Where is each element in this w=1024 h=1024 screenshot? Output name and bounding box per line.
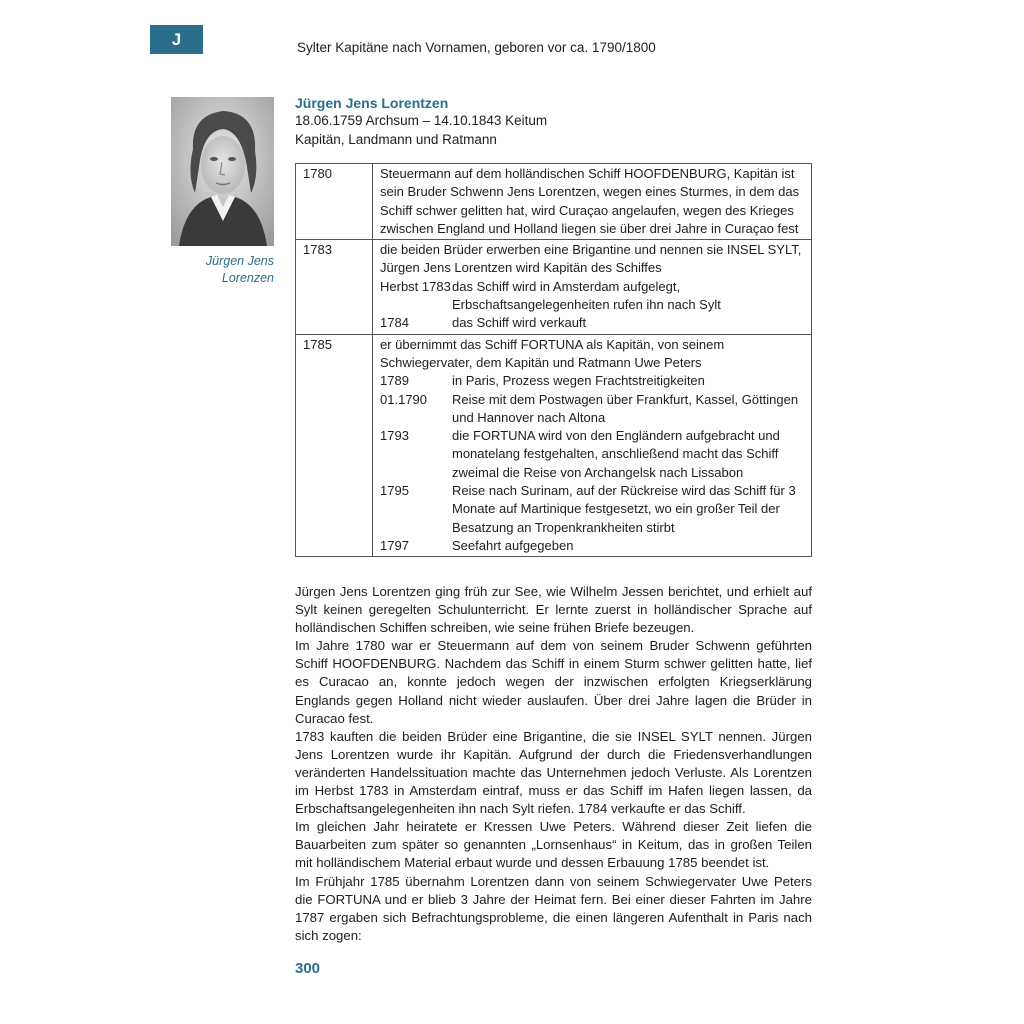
timeline-body xyxy=(296,164,812,557)
timeline-year: 1785 xyxy=(296,334,373,557)
timeline-text: die beiden Brüder erwerben eine Brigantine und nennen sie INSEL SYLT, Jürgen Jens Lorentzen wird Kapitän des Schiffes xyxy=(380,242,802,276)
sub-entry-text: Seefahrt aufgegeben xyxy=(452,537,574,553)
timeline-entry xyxy=(373,334,812,557)
sub-entry-text: die FORTUNA wird von den Engländern aufgebracht und monatelang festgehalten, anschließend macht das Schiff zweimal die Reise von Archangelsk nach Lissabon xyxy=(452,428,780,480)
timeline-sub-entry xyxy=(380,372,805,390)
timeline-sub-entry xyxy=(380,314,805,332)
body-paragraph: Jürgen Jens Lorentzen ging früh zur See, wie Wilhelm Jessen berichtet, und erhielt auf Sylt keinen geregelten Schulunterricht. Er lernte zuerst in holländischer Sprache auf holländischen Schiffen schreiben, wie seine frühen Briefe bezeugen. xyxy=(295,584,812,636)
chapter-tab: J xyxy=(150,25,203,54)
timeline-year: 1783 xyxy=(296,240,373,334)
timeline-text: er übernimmt das Schiff FORTUNA als Kapitän, von seinem Schwiegervater, dem Kapitän und Ratmann Uwe Peters xyxy=(380,336,725,370)
sub-entry-text: das Schiff wird verkauft xyxy=(452,315,587,331)
timeline-sub-entry xyxy=(380,427,805,482)
sub-entry-date: 1797 xyxy=(380,537,409,553)
timeline-text: Steuermann auf dem holländischen Schiff HOOFDENBURG, Kapitän ist sein Bruder Schwenn Jens Lorentzen, wegen eines Sturmes, in dem das Schiff schwer gelitten hat, wird Curaçao angelaufen, wegen des Krieges zwischen England und Holland liegen sie über drei Jahre in Curaçao fest xyxy=(380,166,800,236)
body-paragraph: Im gleichen Jahr heiratete er Kressen Uwe Peters. Während dieser Zeit liefen die Bauarbeiten zum später so genannten „Lornsenhaus“ in Keitum, das in großen Teilen mit holländischem Material erbaut wurde und dessen Erbauung 1785 beendet ist. xyxy=(295,819,812,871)
timeline-sub-entry xyxy=(380,391,805,428)
body-paragraph: 1783 kauften die beiden Brüder eine Brigantine, die sie INSEL SYLT nennen. Jürgen Jens Lorentzen wurde ihr Kapitän. Aufgrund der durch die Friedensverhandlungen veränderten Handelssituation machte das Unternehmen jedoch Verluste. Als Lorentzen im Herbst 1783 in Amsterdam eintraf, muss er das Schiff im Hafen liegen lassen, da Erbschaftsangelegenheiten ihn nach Sylt riefen. 1784 verkaufte er das Schiff. xyxy=(295,728,812,817)
sub-entry-text: in Paris, Prozess wegen Frachtstreitigkeiten xyxy=(452,373,705,389)
sub-entry-date: 1795 xyxy=(380,483,409,499)
sub-entry-text: das Schiff wird in Amsterdam aufgelegt, Erbschaftsangelegenheiten rufen ihn nach Sylt xyxy=(452,278,721,313)
sub-entry-date: 01.1790 xyxy=(380,391,427,407)
timeline-sub-entry xyxy=(380,537,805,555)
timeline-row xyxy=(296,334,812,557)
timeline-row xyxy=(296,240,812,334)
sub-entry-date: 1789 xyxy=(380,373,409,389)
sub-entry-text: Reise nach Surinam, auf der Rückreise wird das Schiff für 3 Monate auf Martinique festgesetzt, wo ein großer Teil der Besatzung an Tropenkrankheiten stirbt xyxy=(452,483,796,535)
sub-entry-text: Reise mit dem Postwagen über Frankfurt, Kassel, Göttingen und Hannover nach Altona xyxy=(452,391,799,425)
running-head: Sylter Kapitäne nach Vornamen, geboren vor ca. 1790/1800 xyxy=(297,40,656,55)
sub-entry-date: 1784 xyxy=(380,315,409,331)
timeline-sub-entry xyxy=(380,278,805,315)
timeline-table xyxy=(295,163,812,557)
timeline-entry xyxy=(373,164,812,240)
timeline-entry xyxy=(373,240,812,334)
timeline-sub-entry xyxy=(380,482,805,537)
timeline-year: 1780 xyxy=(296,164,373,240)
caption-line: Lorenzen xyxy=(221,271,274,285)
person-name: Jürgen Jens Lorentzen xyxy=(295,95,449,111)
body-paragraph: Im Frühjahr 1785 übernahm Lorentzen dann von seinem Schwiegervater Uwe Peters die FORTUNA und er blieb 3 Jahre der Heimat fern. Bei einer dieser Fahrten im Jahre 1787 ergaben sich Befrachtungsprobleme, die einen längeren Aufenthalt in Paris nach sich zogen: xyxy=(295,873,812,943)
body-text xyxy=(295,583,812,945)
person-dates: 18.06.1759 Archsum – 14.10.1843 Keitum xyxy=(295,113,548,128)
caption-line: Jürgen Jens xyxy=(205,254,274,268)
person-role: Kapitän, Landmann und Ratmann xyxy=(295,132,497,147)
body-paragraph: Im Jahre 1780 war er Steuermann auf dem von seinem Bruder Schwenn geführten Schiff HOOFDENBURG. Nachdem das Schiff in einem Sturm schwer gelitten hatte, lief es Curacao an, konnte jedoch wegen der inzwischen erfolgten Kriegserklärung Englands gegen Holland nicht wieder auslaufen. Über drei Jahre lagen die Brüder in Curacao fest. xyxy=(295,638,812,726)
timeline-row xyxy=(296,164,812,240)
portrait-image xyxy=(171,97,274,246)
page-number: 300 xyxy=(295,960,321,977)
sub-entry-date: Herbst 1783 xyxy=(380,278,451,294)
sub-entry-date: 1793 xyxy=(380,428,409,444)
portrait-caption xyxy=(171,253,274,287)
